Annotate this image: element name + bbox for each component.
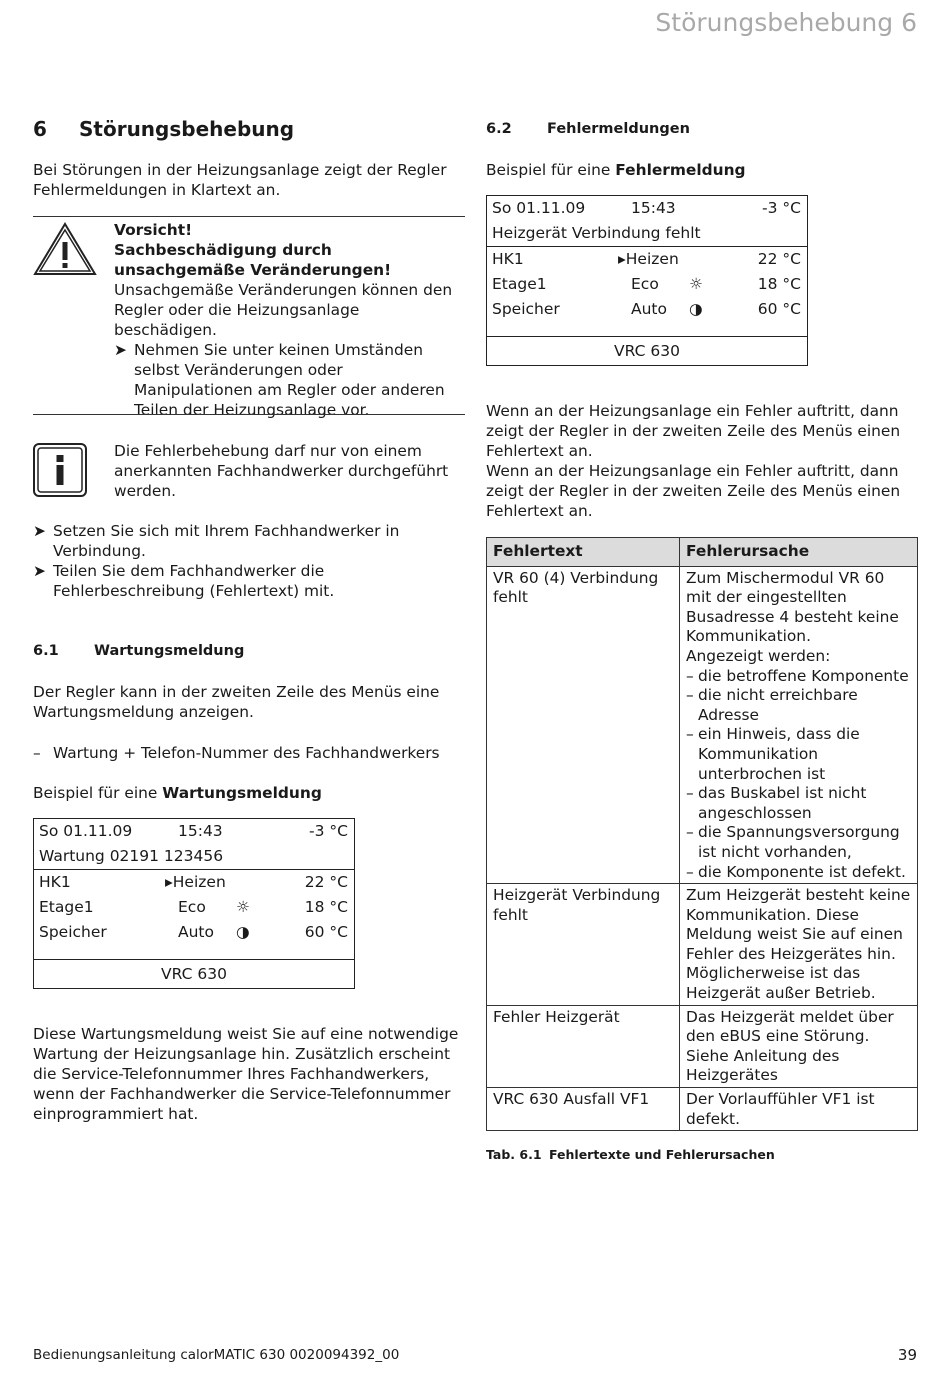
display-status-row: So 01.11.09 15:43 -3 °C bbox=[39, 822, 348, 840]
section-title: Störungsbehebung bbox=[79, 117, 295, 141]
arrow-icon: ▸ bbox=[618, 250, 626, 268]
table-cell: Der Vorlauffühler VF1 ist defekt. bbox=[680, 1088, 918, 1131]
table-cell: Fehler Heizgerät bbox=[487, 1005, 680, 1087]
section-heading bbox=[33, 117, 465, 141]
subsection-heading bbox=[33, 643, 244, 659]
table-caption: Tab. 6.1 Fehlertexte und Fehlerursachen bbox=[486, 1147, 775, 1162]
table-cell: VRC 630 Ausfall VF1 bbox=[487, 1088, 680, 1131]
warning-triangle-icon bbox=[33, 222, 97, 276]
divider bbox=[33, 414, 465, 415]
maintenance-text: Der Regler kann in der zweiten Zeile des Menüs eine Wartungsmeldung anzeigen. bbox=[33, 683, 440, 721]
caution-text: Unsachgemäße Veränderungen können den Regler oder die Heizungsanlage beschädigen. bbox=[114, 281, 453, 339]
example-line: Beispiel für eine Fehlermeldung bbox=[486, 161, 746, 179]
paragraph: Wenn an der Heizungsanlage ein Fehler auftritt, dann zeigt der Regler in der zweiten Zeile des Menüs einen Fehlertext an. bbox=[486, 462, 901, 520]
caution-block bbox=[114, 220, 466, 420]
display-message-row: Heizgerät Verbindung fehlt bbox=[492, 224, 701, 242]
table-row bbox=[487, 1088, 918, 1131]
sun-icon: ☼ bbox=[236, 898, 250, 916]
table-row bbox=[487, 566, 918, 884]
table-row bbox=[487, 1005, 918, 1087]
error-table bbox=[486, 537, 918, 1131]
table-cell: VR 60 (4) Verbindung fehlt bbox=[487, 566, 680, 884]
display-row: HK1 ▸Heizen 22 °C bbox=[487, 246, 807, 272]
display-row: Speicher Auto ◑ 60 °C bbox=[487, 297, 807, 322]
subsection-number: 6.1 bbox=[33, 643, 59, 659]
section-number: 6 bbox=[33, 117, 47, 141]
column-header: Fehlertext bbox=[487, 538, 680, 567]
controller-display bbox=[486, 195, 808, 366]
example-line: Beispiel für eine Wartungsmeldung bbox=[33, 784, 322, 802]
dash-item: – Wartung + Telefon-Nummer des Fachhandwerkers bbox=[33, 744, 440, 762]
maintenance-explanation: Diese Wartungsmeldung weist Sie auf eine notwendige Wartung der Heizungsanlage hin. Zusätzlich erscheint die Service-Telefonnummer Ihres Fachhandwerkers, wenn der Fachhandwerker die Service-Telefonnummer einprogrammiert hat. bbox=[33, 1025, 459, 1123]
list-item: ➤ Teilen Sie dem Fachhandwerker die Fehlerbeschreibung (Fehlertext) mit. bbox=[33, 562, 335, 600]
display-message-row: Wartung 02191 123456 bbox=[39, 847, 224, 865]
caution-heading: Sachbeschädigung durch unsachgemäße Veränderungen! bbox=[114, 241, 392, 279]
info-text: Die Fehlerbehebung darf nur von einem anerkannten Fachhandwerker durchgeführt werden. bbox=[114, 442, 449, 500]
display-row: Etage1 Eco ☼ 18 °C bbox=[487, 272, 807, 297]
running-header: Störungsbehebung 6 bbox=[655, 8, 917, 37]
caution-bullet bbox=[114, 340, 466, 420]
error-explanation bbox=[486, 401, 918, 521]
divider bbox=[33, 216, 465, 217]
display-footer: VRC 630 bbox=[487, 336, 807, 365]
display-footer: VRC 630 bbox=[34, 959, 354, 988]
display-row: Speicher Auto ◑ 60 °C bbox=[34, 920, 354, 945]
bullet-marker: ➤ bbox=[114, 341, 127, 359]
intro-text: Bei Störungen in der Heizungsanlage zeigt der Regler Fehlermeldungen in Klartext an. bbox=[33, 161, 447, 199]
subsection-heading: 6.2 Fehlermeldungen bbox=[486, 121, 690, 137]
half-circle-icon: ◑ bbox=[689, 300, 703, 318]
info-icon bbox=[33, 443, 87, 497]
table-cell: Zum Mischermodul VR 60 mit der eingestellten Busadresse 4 besteht keine Kommunikation. Angezeigt werden: – die betroffene Komponente – die nicht erreichbare Adresse – ein Hinweis, dass die Kommunikation unterbrochen ist – das Buskabel ist nicht angeschlossen – die Spannungsversorgung ist nicht vorhanden, – die Komponente ist defekt. bbox=[680, 566, 918, 884]
subsection-title: Wartungsmeldung bbox=[94, 643, 245, 659]
table-cell: Zum Heizgerät besteht keine Kommunikation. Diese Meldung weist Sie auf einen Fehler des Heizgerätes hin. Möglicherweise ist das Heizgerät außer Betrieb. bbox=[680, 884, 918, 1006]
caution-label: Vorsicht! bbox=[114, 221, 193, 239]
table-cell: Das Heizgerät meldet über den eBUS eine Störung. Siehe Anleitung des Heizgerätes bbox=[680, 1005, 918, 1087]
paragraph: Wenn an der Heizungsanlage ein Fehler auftritt, dann zeigt der Regler in der zweiten Zeile des Menüs einen Fehlertext an. bbox=[486, 402, 901, 460]
page-number: 39 bbox=[897, 1346, 917, 1364]
table-row bbox=[487, 884, 918, 1006]
half-circle-icon: ◑ bbox=[236, 923, 250, 941]
table-header-row bbox=[487, 538, 918, 567]
document-footer: Bedienungsanleitung calorMATIC 630 0020094392_00 bbox=[33, 1347, 400, 1363]
controller-display bbox=[33, 818, 355, 989]
display-status-row: So 01.11.09 15:43 -3 °C bbox=[492, 199, 801, 217]
display-row: Etage1 Eco ☼ 18 °C bbox=[34, 895, 354, 920]
bullet-text: Nehmen Sie unter keinen Umständen selbst Veränderungen oder Manipulationen am Regler oder anderen Teilen der Heizungsanlage vor. bbox=[134, 341, 445, 419]
sun-icon: ☼ bbox=[689, 275, 703, 293]
display-row: HK1 ▸Heizen 22 °C bbox=[34, 869, 354, 895]
table-cell: Heizgerät Verbindung fehlt bbox=[487, 884, 680, 1006]
list-item: ➤ Setzen Sie sich mit Ihrem Fachhandwerker in Verbindung. bbox=[33, 522, 400, 560]
arrow-icon: ▸ bbox=[165, 873, 173, 891]
column-header: Fehlerursache bbox=[680, 538, 918, 567]
bullet-list bbox=[33, 521, 465, 601]
